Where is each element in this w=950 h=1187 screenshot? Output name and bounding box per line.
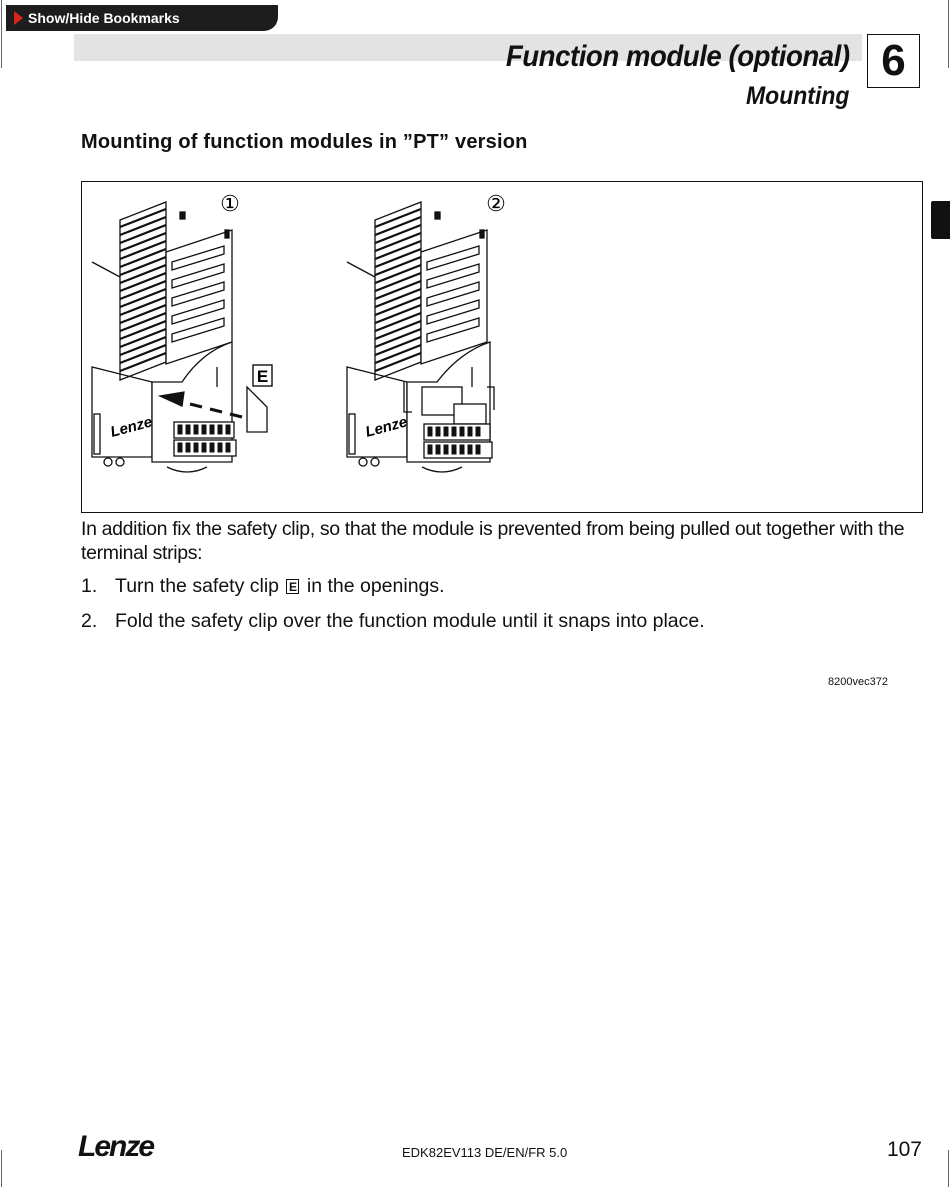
step-item-2 [81,610,705,633]
step-number: 2. [81,610,98,632]
device-1-brand: Lenze [108,413,155,441]
chapter-subtitle: Mounting [745,82,849,110]
bookmarks-button-label: Show/Hide Bookmarks [28,10,180,26]
show-hide-bookmarks-button[interactable] [6,5,278,31]
step-text-after: in the openings. [306,575,445,597]
step-number: 1. [81,575,98,597]
step-marker-2: ② [486,191,506,216]
step-text: Fold the safety clip over the function module until it snaps into place. [115,610,705,632]
step-marker-1: ① [220,191,240,216]
crop-mark [1,0,2,68]
lenze-logo: Lenze [78,1130,154,1163]
page-number: 107 [886,1138,922,1161]
crop-mark [948,1150,949,1187]
mounting-illustration [82,182,922,512]
crop-mark [1,1150,2,1187]
section-heading: Mounting of function modules in ”PT” version [81,131,528,153]
figure-code: 8200vec372 [828,676,888,688]
chapter-thumb-tab [931,201,950,239]
safety-clip-e-icon: E [286,579,299,594]
step-text [115,575,445,598]
crop-mark [948,0,949,68]
chapter-number: 6 [867,34,920,88]
step-item-1 [81,575,445,598]
document-id: EDK82EV113 DE/EN/FR 5.0 [402,1145,568,1160]
step-text-before: Turn the safety clip [115,575,280,597]
device-2-brand: Lenze [363,413,410,441]
triangle-right-icon [14,11,23,25]
chapter-title: Function module (optional) [506,40,850,73]
body-paragraph: In addition fix the safety clip, so that the module is prevented from being pulled out together with the terminal strips: [81,518,905,564]
callout-e-label: E [256,367,269,386]
